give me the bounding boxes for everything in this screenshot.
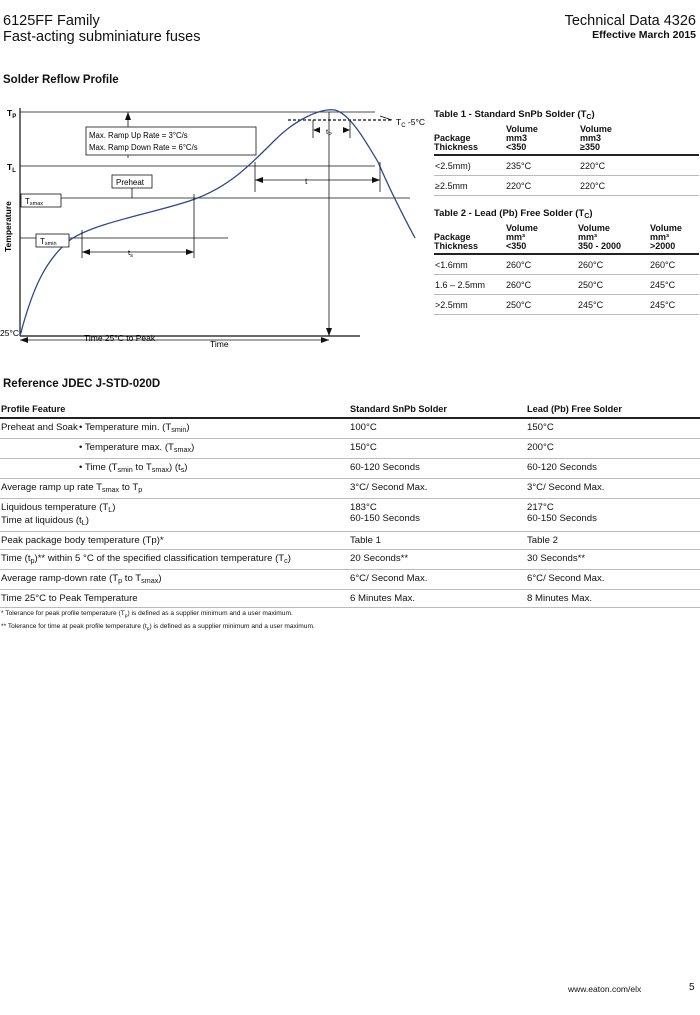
jdec-header-leadfree: Lead (Pb) Free Solder [526,404,700,418]
jdec-section-title: Reference JDEC J-STD-020D [3,378,161,390]
t-label: t [305,176,308,186]
table2-header-package: Package Thickness [434,224,506,254]
table-row: • Temperature max. $(T_{smax})$ 150°C 200°C [0,439,700,459]
y-axis-label: Temperature [3,201,13,252]
table-row: <2.5mm) 235°C 220°C [434,155,699,176]
footer-url[interactable]: www.eaton.com/elx [568,984,642,994]
table-row: • Time ($T_{smin}$ to $T_{smax}$) $(t_s)$ 60-120 Seconds 60-120 Seconds [0,459,700,479]
page-number: 5 [689,982,695,993]
table1-snpb [434,109,699,196]
reflow-section-title: Solder Reflow Profile [3,74,119,86]
product-family: 6125FF Family [3,13,100,29]
jdec-header-snpb: Standard SnPb Solder [349,404,526,418]
product-subtitle: Fast-acting subminiature fuses [3,29,201,45]
table-row: Preheat and Soak • Temperature min. $(T_{smin})$ 100°C 150°C [0,418,700,439]
jdec-header-feature: Profile Feature [0,404,349,418]
table-row: 1.6 – 2.5mm 260°C 250°C 245°C [434,275,699,295]
tsmax-label: Tsmax [25,197,44,207]
reflow-profile-diagram [0,100,432,352]
tp-small-label: $t_P$ [326,127,332,138]
ts-label: $t_s$ [128,248,133,259]
table-row: >2.5mm 250°C 245°C 245°C [434,295,699,315]
table-row: Liquidous temperature $(T_L)$ Time at liquidous $(t_L)$ 183°C 60-150 Seconds 217°C 60-150 Seconds [0,499,700,532]
x-axis-label: Time [210,339,229,349]
table-row: ≥2.5mm 220°C 220°C [434,176,699,196]
table2-title: Table 2 - Lead (Pb) Free Solder $(T_C)$ [434,208,593,220]
footnote-2: ** Tolerance for time at peak profile temperature $(t_p)$ is defined as a supplier minimum and a user maximum. [1,623,315,632]
table1-title: Table 1 - Standard SnPb Solder $(T_C)$ [434,109,595,121]
t25-label: 25°C [0,328,19,338]
table-row: Time $(t_p)**$ within 5 °C of the specified classification temperature $(T_c)$ 20 Seconds** 30 Seconds** [0,550,700,570]
footnotes [1,609,315,635]
table-row: Average ramp up rate $T_{smax}$ to $T_p$ 3°C/ Second Max. 3°C/ Second Max. [0,479,700,499]
tc-label: $T_C$ -5°C [396,117,426,129]
table2-header-col2: Volume mm³ 350 - 2000 [578,224,650,254]
preheat-label: Preheat [116,178,145,187]
table-row: <1.6mm 260°C 260°C 260°C [434,254,699,275]
document-meta [565,13,696,42]
doc-title: Technical Data 4326 [564,13,696,29]
table1-header-package: Package Thickness [434,125,506,155]
table-row: Average ramp-down rate ($T_p$ to $T_{smax}$) 6°C/ Second Max. 6°C/ Second Max. [0,570,700,590]
ramp-up-label: Max. Ramp Up Rate = 3°C/s [89,131,188,140]
document-header [3,13,200,45]
jdec-profile-table [0,404,700,608]
table-row: Time 25°C to Peak Temperature 6 Minutes Max. 8 Minutes Max. [0,590,700,608]
table1-header-col2: Volume mm3 ≥350 [580,125,699,155]
table2-header-col3: Volume mm³ >2000 [650,224,699,254]
table1-header-col1: Volume mm3 <350 [506,125,580,155]
tsmin-label: Tsmin [40,237,57,247]
effective-date: Effective March 2015 [592,29,696,41]
table-row: Peak package body temperature (Tp)* Table 1 Table 2 [0,532,700,550]
tp-axis-label: $T_P$ [7,108,17,120]
time-to-peak-label: Time 25°C to Peak [84,333,156,343]
tl-axis-label: $T_L$ [7,162,16,174]
footnote-1: * Tolerance for peak profile temperature $(T_p)$ is defined as a supplier minimum and a user maximum. [1,610,293,619]
table2-header-col1: Volume mm³ <350 [506,224,578,254]
table2-lead-free [434,208,699,315]
ramp-down-label: Max. Ramp Down Rate = 6°C/s [89,143,198,152]
